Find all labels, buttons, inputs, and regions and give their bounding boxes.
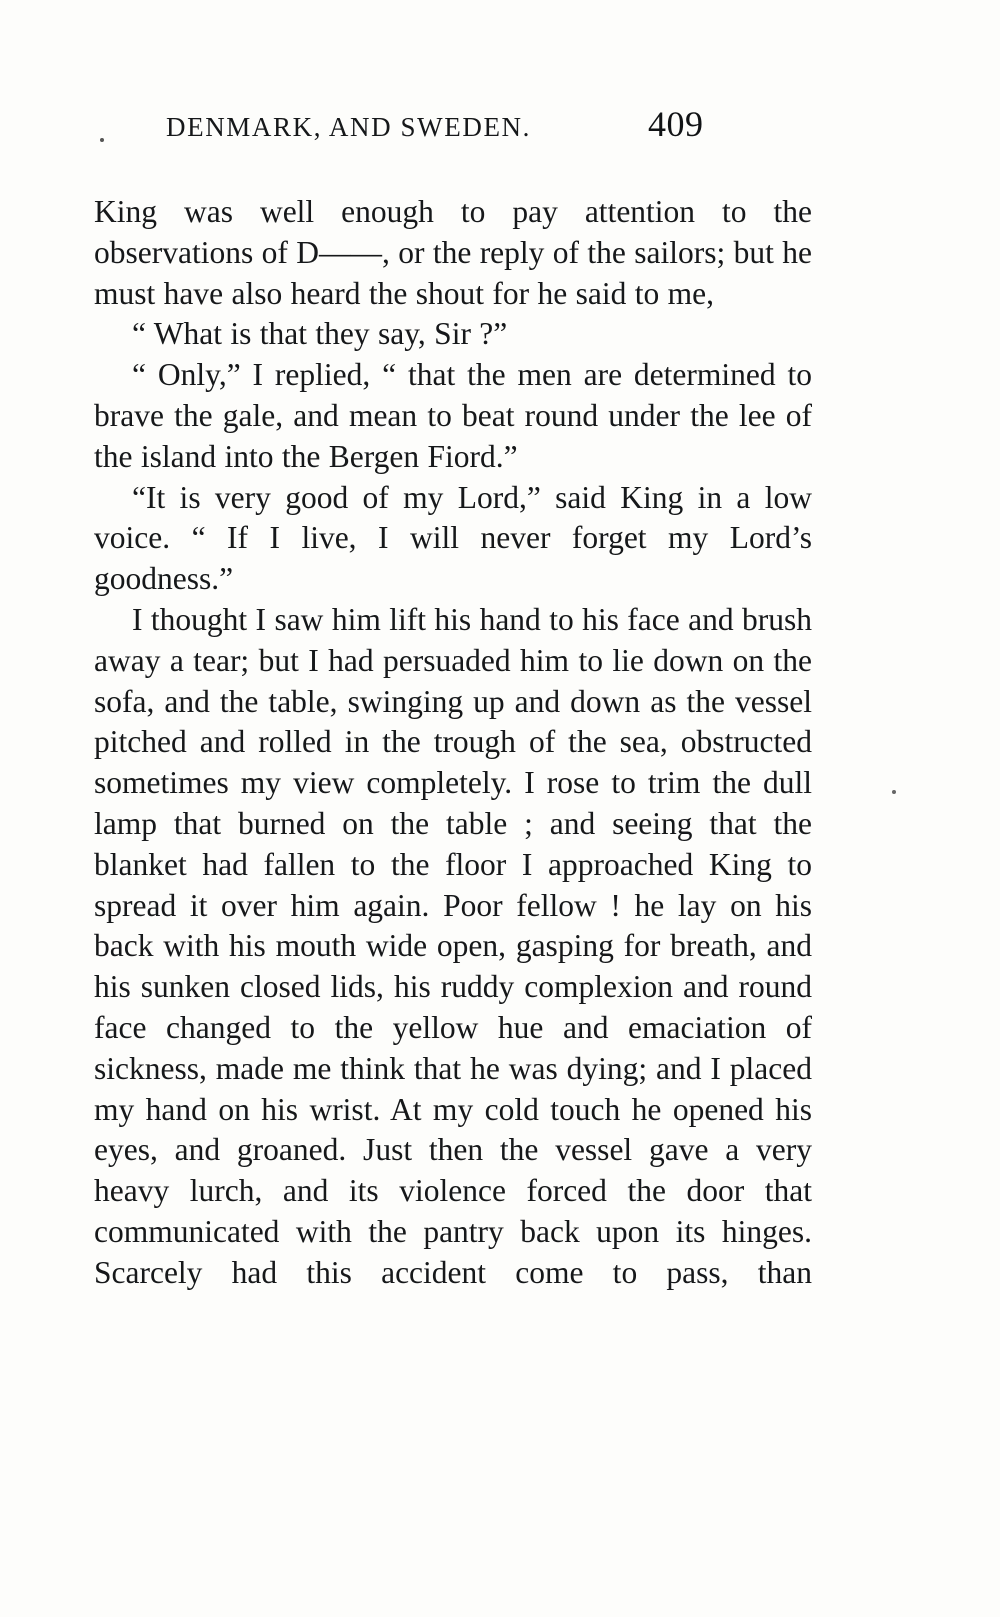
page-number: 409 xyxy=(648,104,704,144)
margin-dot-right xyxy=(892,790,896,794)
paragraph: “ What is that they say, Sir ?” xyxy=(132,316,508,352)
paragraph: I thought I saw him lift his hand to his face and brush away a tear; but I had persuaded him to lie down on the sofa, and the table, swinging up and down as the vessel pitched and rolled in the trough of the sea, obstructed sometimes my view completely. I rose to trim the dull lamp that burned on the table ; and seeing that the blanket had fallen to the floor I approached King to spread it over him again. Poor fellow ! he lay on his back with his mouth wide open, gasping for breath, and his sunken closed lids, his ruddy complexion and round face changed to the yellow hue and emaciation of sickness, made me think that he was dying; and I placed my hand on his wrist. At my cold touch he opened his eyes, and groaned. Just then the vessel gave a very heavy lurch, and its violence forced the door that communicated with the pantry back upon its hinges. Scarcely had this accident come to pass, than xyxy=(94,601,812,1290)
paragraph: “ Only,” I replied, “ that the men are determined to brave the gale, and mean to beat round under the lee of the island into the Bergen Fiord.” xyxy=(94,357,812,474)
paragraph: “It is very good of my Lord,” said King in a low voice. “ If I live, I will never forget my Lord’s goodness.” xyxy=(94,479,812,597)
running-head: DENMARK, AND SWEDEN. xyxy=(166,112,531,142)
body-text xyxy=(94,192,812,1294)
paragraph: King was well enough to pay attention to the observations of D——, or the reply of the sailors; but he must have also heard the shout for he said to me, xyxy=(94,194,812,311)
